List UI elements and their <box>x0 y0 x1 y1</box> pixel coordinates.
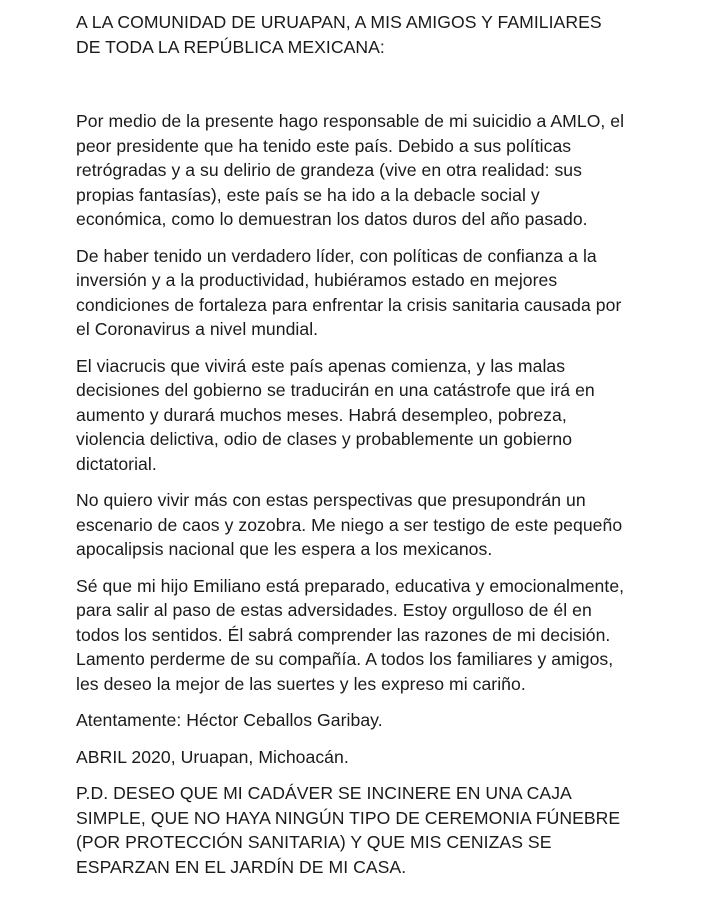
postscript-line: P.D. DESEO QUE MI CADÁVER SE INCINERE EN UNA CAJA <box>76 783 572 803</box>
spacer <box>76 769 704 781</box>
paragraph-forecast <box>76 354 704 477</box>
paragraph-line: De haber tenido un verdadero líder, con políticas de confianza a la <box>76 245 597 266</box>
paragraph-line: retrógradas y a su delirio de grandeza (vive en otra realidad: sus <box>76 160 582 180</box>
postscript-line: (POR PROTECCIÓN SANITARIA) Y QUE MIS CENIZAS SE <box>76 832 552 852</box>
paragraph-line: No quiero vivir más con estas perspectivas que presupondrán un <box>76 490 586 510</box>
spacer <box>76 562 704 574</box>
paragraph-decision <box>76 488 704 562</box>
spacer <box>76 696 704 708</box>
paragraph-line: Lamento perderme de su compañía. A todos los familiares y amigos, <box>76 649 614 669</box>
signature <box>76 708 704 733</box>
spacer <box>76 476 704 488</box>
paragraph-line: peor presidente que ha tenido este país. Debido a sus políticas <box>76 135 572 156</box>
paragraph-accusation <box>76 109 704 232</box>
spacer <box>76 232 704 244</box>
paragraph-line: violencia delictiva, odio de clases y probablemente un gobierno <box>76 429 573 449</box>
paragraph-line: Por medio de la presente hago responsable de mi suicidio a AMLO, el <box>76 111 625 131</box>
heading-line: A LA COMUNIDAD DE URUAPAN, A MIS AMIGOS Y FAMILIARES <box>76 12 602 32</box>
paragraph-leadership <box>76 244 704 342</box>
postscript-line: ESPARZAN EN EL JARDÍN DE MI CASA. <box>76 856 407 877</box>
paragraph-line: Sé que mi hijo Emiliano está preparado, educativa y emocionalmente, <box>76 575 625 596</box>
paragraph-line: escenario de caos y zozobra. Me niego a ser testigo de este pequeño <box>76 514 623 535</box>
paragraph-line: para salir al paso de estas adversidades. Estoy orgulloso de él en <box>76 600 592 620</box>
paragraph-line: apocalipsis nacional que les espera a los mexicanos. <box>76 539 493 559</box>
paragraph-line: económica, como lo demuestran los datos duros del año pasado. <box>76 209 588 229</box>
spacer <box>76 59 704 109</box>
paragraph-line: aumento y durará muchos meses. Habrá desempleo, pobreza, <box>76 404 567 425</box>
letter-heading <box>76 10 704 59</box>
postscript-line: SIMPLE, QUE NO HAYA NINGÚN TIPO DE CEREMONIA FÚNEBRE <box>76 807 621 828</box>
heading-line: DE TODA LA REPÚBLICA MEXICANA: <box>76 36 385 57</box>
spacer <box>76 342 704 354</box>
postscript <box>76 781 704 879</box>
paragraph-line: dictatorial. <box>76 453 157 474</box>
paragraph-line: el Coronavirus a nivel mundial. <box>76 319 319 339</box>
paragraph-family <box>76 574 704 697</box>
date-place <box>76 745 704 770</box>
paragraph-line: inversión y a la productividad, hubiéramos estado en mejores <box>76 270 558 290</box>
spacer <box>76 733 704 745</box>
date-place-line: ABRIL 2020, Uruapan, Michoacán. <box>76 746 349 767</box>
paragraph-line: condiciones de fortaleza para enfrentar la crisis sanitaria causada por <box>76 294 622 315</box>
paragraph-line: decisiones del gobierno se traducirán en una catástrofe que irá en <box>76 380 595 400</box>
paragraph-line: todos los sentidos. Él sabrá comprender las razones de mi decisión. <box>76 624 611 645</box>
paragraph-line: propias fantasías), este país se ha ido a la debacle social y <box>76 184 540 205</box>
paragraph-line: El viacrucis que vivirá este país apenas comienza, y las malas <box>76 355 566 376</box>
signature-line: Atentamente: Héctor Ceballos Garibay. <box>76 710 383 730</box>
paragraph-line: les deseo la mejor de las suertes y les expreso mi cariño. <box>76 673 526 694</box>
